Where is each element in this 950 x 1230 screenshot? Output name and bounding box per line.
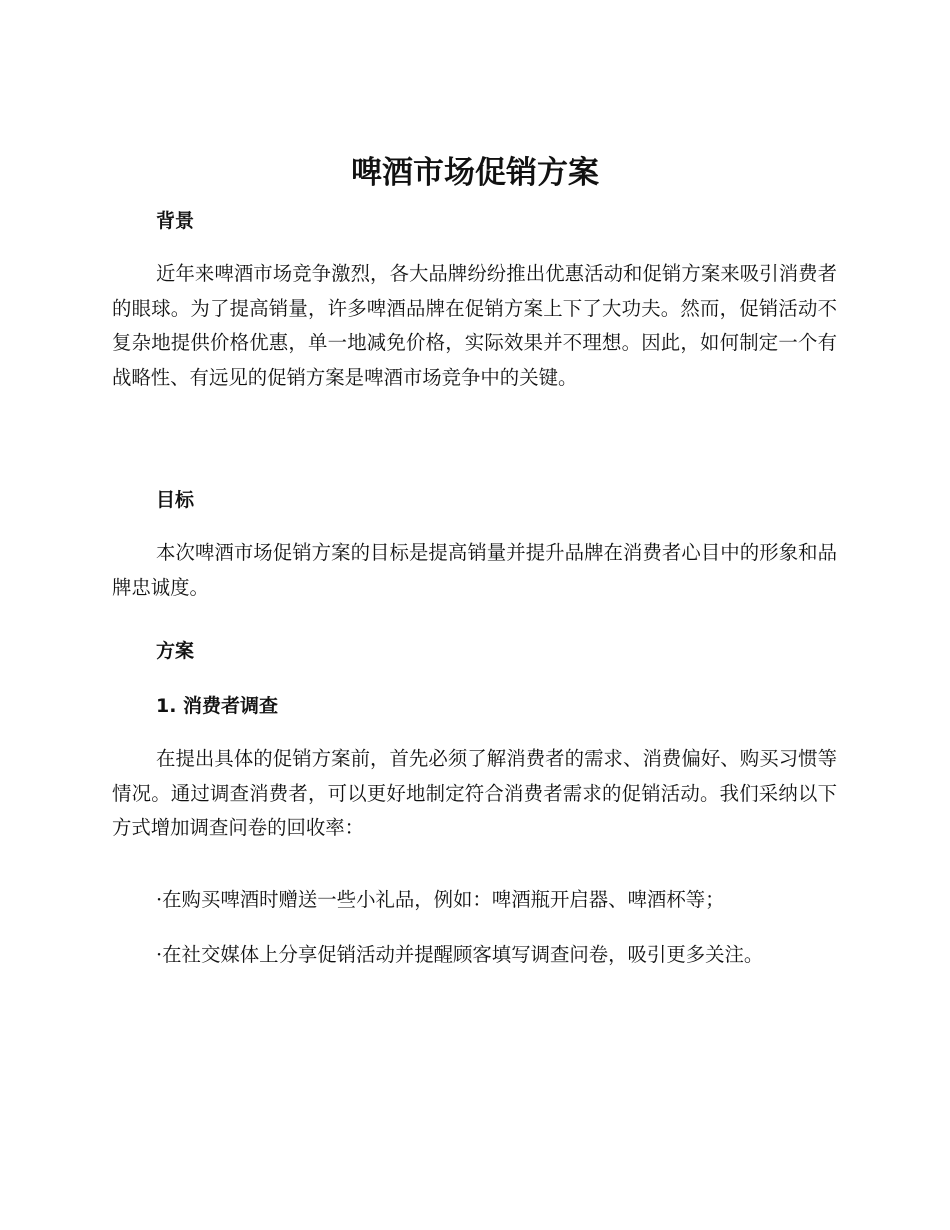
section-heading-background: 背景	[156, 210, 195, 232]
bullet-marker: ·	[156, 888, 163, 911]
goal-paragraph: 本次啤酒市场促销方案的目标是提高销量并提升品牌在消费者心目中的形象和品牌忠诚度。	[112, 541, 837, 599]
document-title: 啤酒市场促销方案	[351, 155, 599, 191]
section-heading-plan: 方案	[156, 640, 195, 662]
background-paragraph: 近年来啤酒市场竞争激烈，各大品牌纷纷推出优惠活动和促销方案来吸引消费者的眼球。为了提高销量，许多啤酒品牌在促销方案上下了大功夫。然而，促销活动不复杂地提供价格优惠，单一地减免价格，实际效果并不理想。因此，如何制定一个有战略性、有远见的促销方案是啤酒市场竞争中的关键。	[112, 262, 837, 389]
bullet-text: 在购买啤酒时赠送一些小礼品，例如：啤酒瓶开启器、啤酒杯等；	[162, 888, 725, 911]
bullet-text: 在社交媒体上分享促销活动并提醒顾客填写调查问卷，吸引更多关注。	[162, 943, 764, 966]
section-heading-goal: 目标	[156, 489, 195, 511]
bullet-item	[112, 883, 837, 918]
bullet-item	[112, 938, 802, 973]
bullet-marker: ·	[156, 943, 163, 966]
consumer-survey-paragraph: 在提出具体的促销方案前，首先必须了解消费者的需求、消费偏好、购买习惯等情况。通过调查消费者，可以更好地制定符合消费者需求的促销活动。我们采纳以下方式增加调查问卷的回收率：	[112, 747, 837, 839]
subsection-heading-consumer-survey: 1. 消费者调查	[156, 695, 279, 717]
